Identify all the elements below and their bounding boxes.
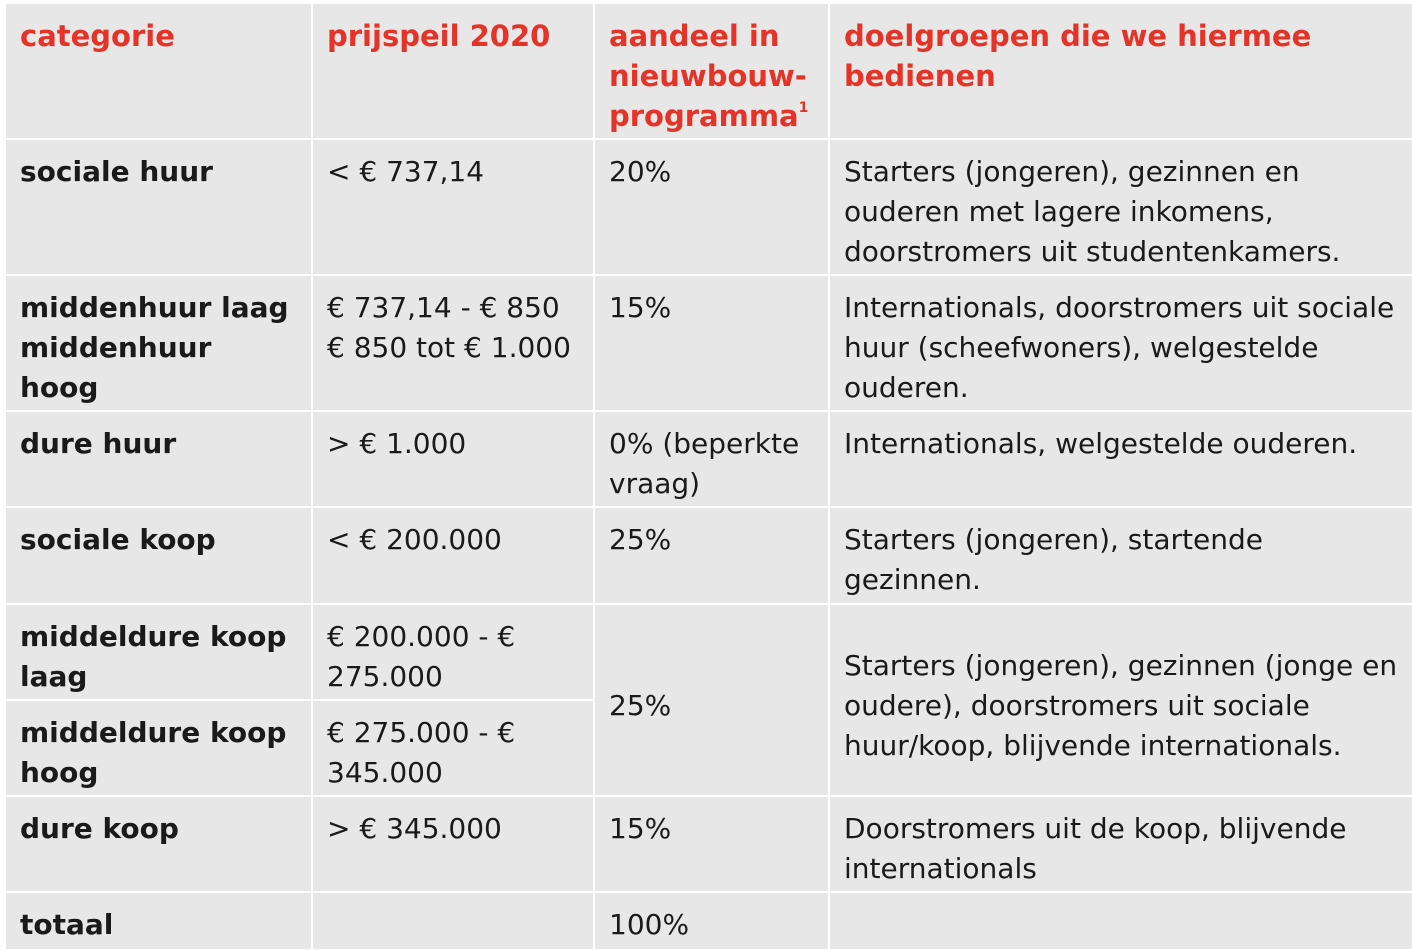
header-doelgroepen: doelgroepen die we hiermee bedienen [829, 3, 1412, 139]
price-cell: > € 1.000 [312, 411, 594, 507]
price-laag: € 737,14 - € 850 [327, 291, 560, 324]
category-hoog: middenhuur hoog [20, 331, 212, 404]
footnote-marker: 1 [798, 100, 809, 116]
category-cell: middeldure koop laag [5, 604, 312, 700]
price-cell [312, 275, 594, 411]
share-cell: 15% [594, 275, 829, 411]
price-hoog: € 850 tot € 1.000 [327, 331, 571, 364]
header-aandeel-text: aandeel in nieuwbouw-programma [609, 19, 807, 133]
target-groups-cell: Starters (jongeren), gezinnen (jonge en oudere), doorstromers uit sociale huur/koop, blijvende internationals. [829, 604, 1412, 796]
table-row-sociale-koop [5, 507, 1412, 604]
table-row-dure-koop [5, 796, 1412, 892]
category-cell: totaal [5, 892, 312, 950]
table-row-dure-huur [5, 411, 1412, 507]
category-cell: sociale huur [5, 139, 312, 275]
housing-categories-table [4, 2, 1412, 951]
share-cell: 0% (beperkte vraag) [594, 411, 829, 507]
table-row-middeldure-koop-laag [5, 604, 1412, 700]
share-cell: 25% [594, 604, 829, 796]
header-categorie: categorie [5, 3, 312, 139]
share-cell: 20% [594, 139, 829, 275]
target-groups-cell: Internationals, doorstromers uit sociale huur (scheefwoners), welgestelde ouderen. [829, 275, 1412, 411]
target-groups-cell: Internationals, welgestelde ouderen. [829, 411, 1412, 507]
category-laag: middenhuur laag [20, 291, 289, 324]
price-cell: < € 737,14 [312, 139, 594, 275]
price-cell: € 200.000 - € 275.000 [312, 604, 594, 700]
category-cell [5, 275, 312, 411]
price-cell: € 275.000 - € 345.000 [312, 700, 594, 796]
price-cell: < € 200.000 [312, 507, 594, 604]
category-cell: middeldure koop hoog [5, 700, 312, 796]
category-cell: dure koop [5, 796, 312, 892]
category-cell: dure huur [5, 411, 312, 507]
price-cell: > € 345.000 [312, 796, 594, 892]
table-row-totaal [5, 892, 1412, 950]
category-cell: sociale koop [5, 507, 312, 604]
table-row-sociale-huur [5, 139, 1412, 275]
target-groups-cell [829, 892, 1412, 950]
header-aandeel [594, 3, 829, 139]
target-groups-cell: Starters (jongeren), gezinnen en ouderen met lagere inkomens, doorstromers uit studentenkamers. [829, 139, 1412, 275]
table-row-middenhuur [5, 275, 1412, 411]
header-row [5, 3, 1412, 139]
target-groups-cell: Starters (jongeren), startende gezinnen. [829, 507, 1412, 604]
target-groups-cell: Doorstromers uit de koop, blijvende internationals [829, 796, 1412, 892]
header-prijspeil: prijspeil 2020 [312, 3, 594, 139]
share-cell: 100% [594, 892, 829, 950]
share-cell: 15% [594, 796, 829, 892]
price-cell [312, 892, 594, 950]
share-cell: 25% [594, 507, 829, 604]
